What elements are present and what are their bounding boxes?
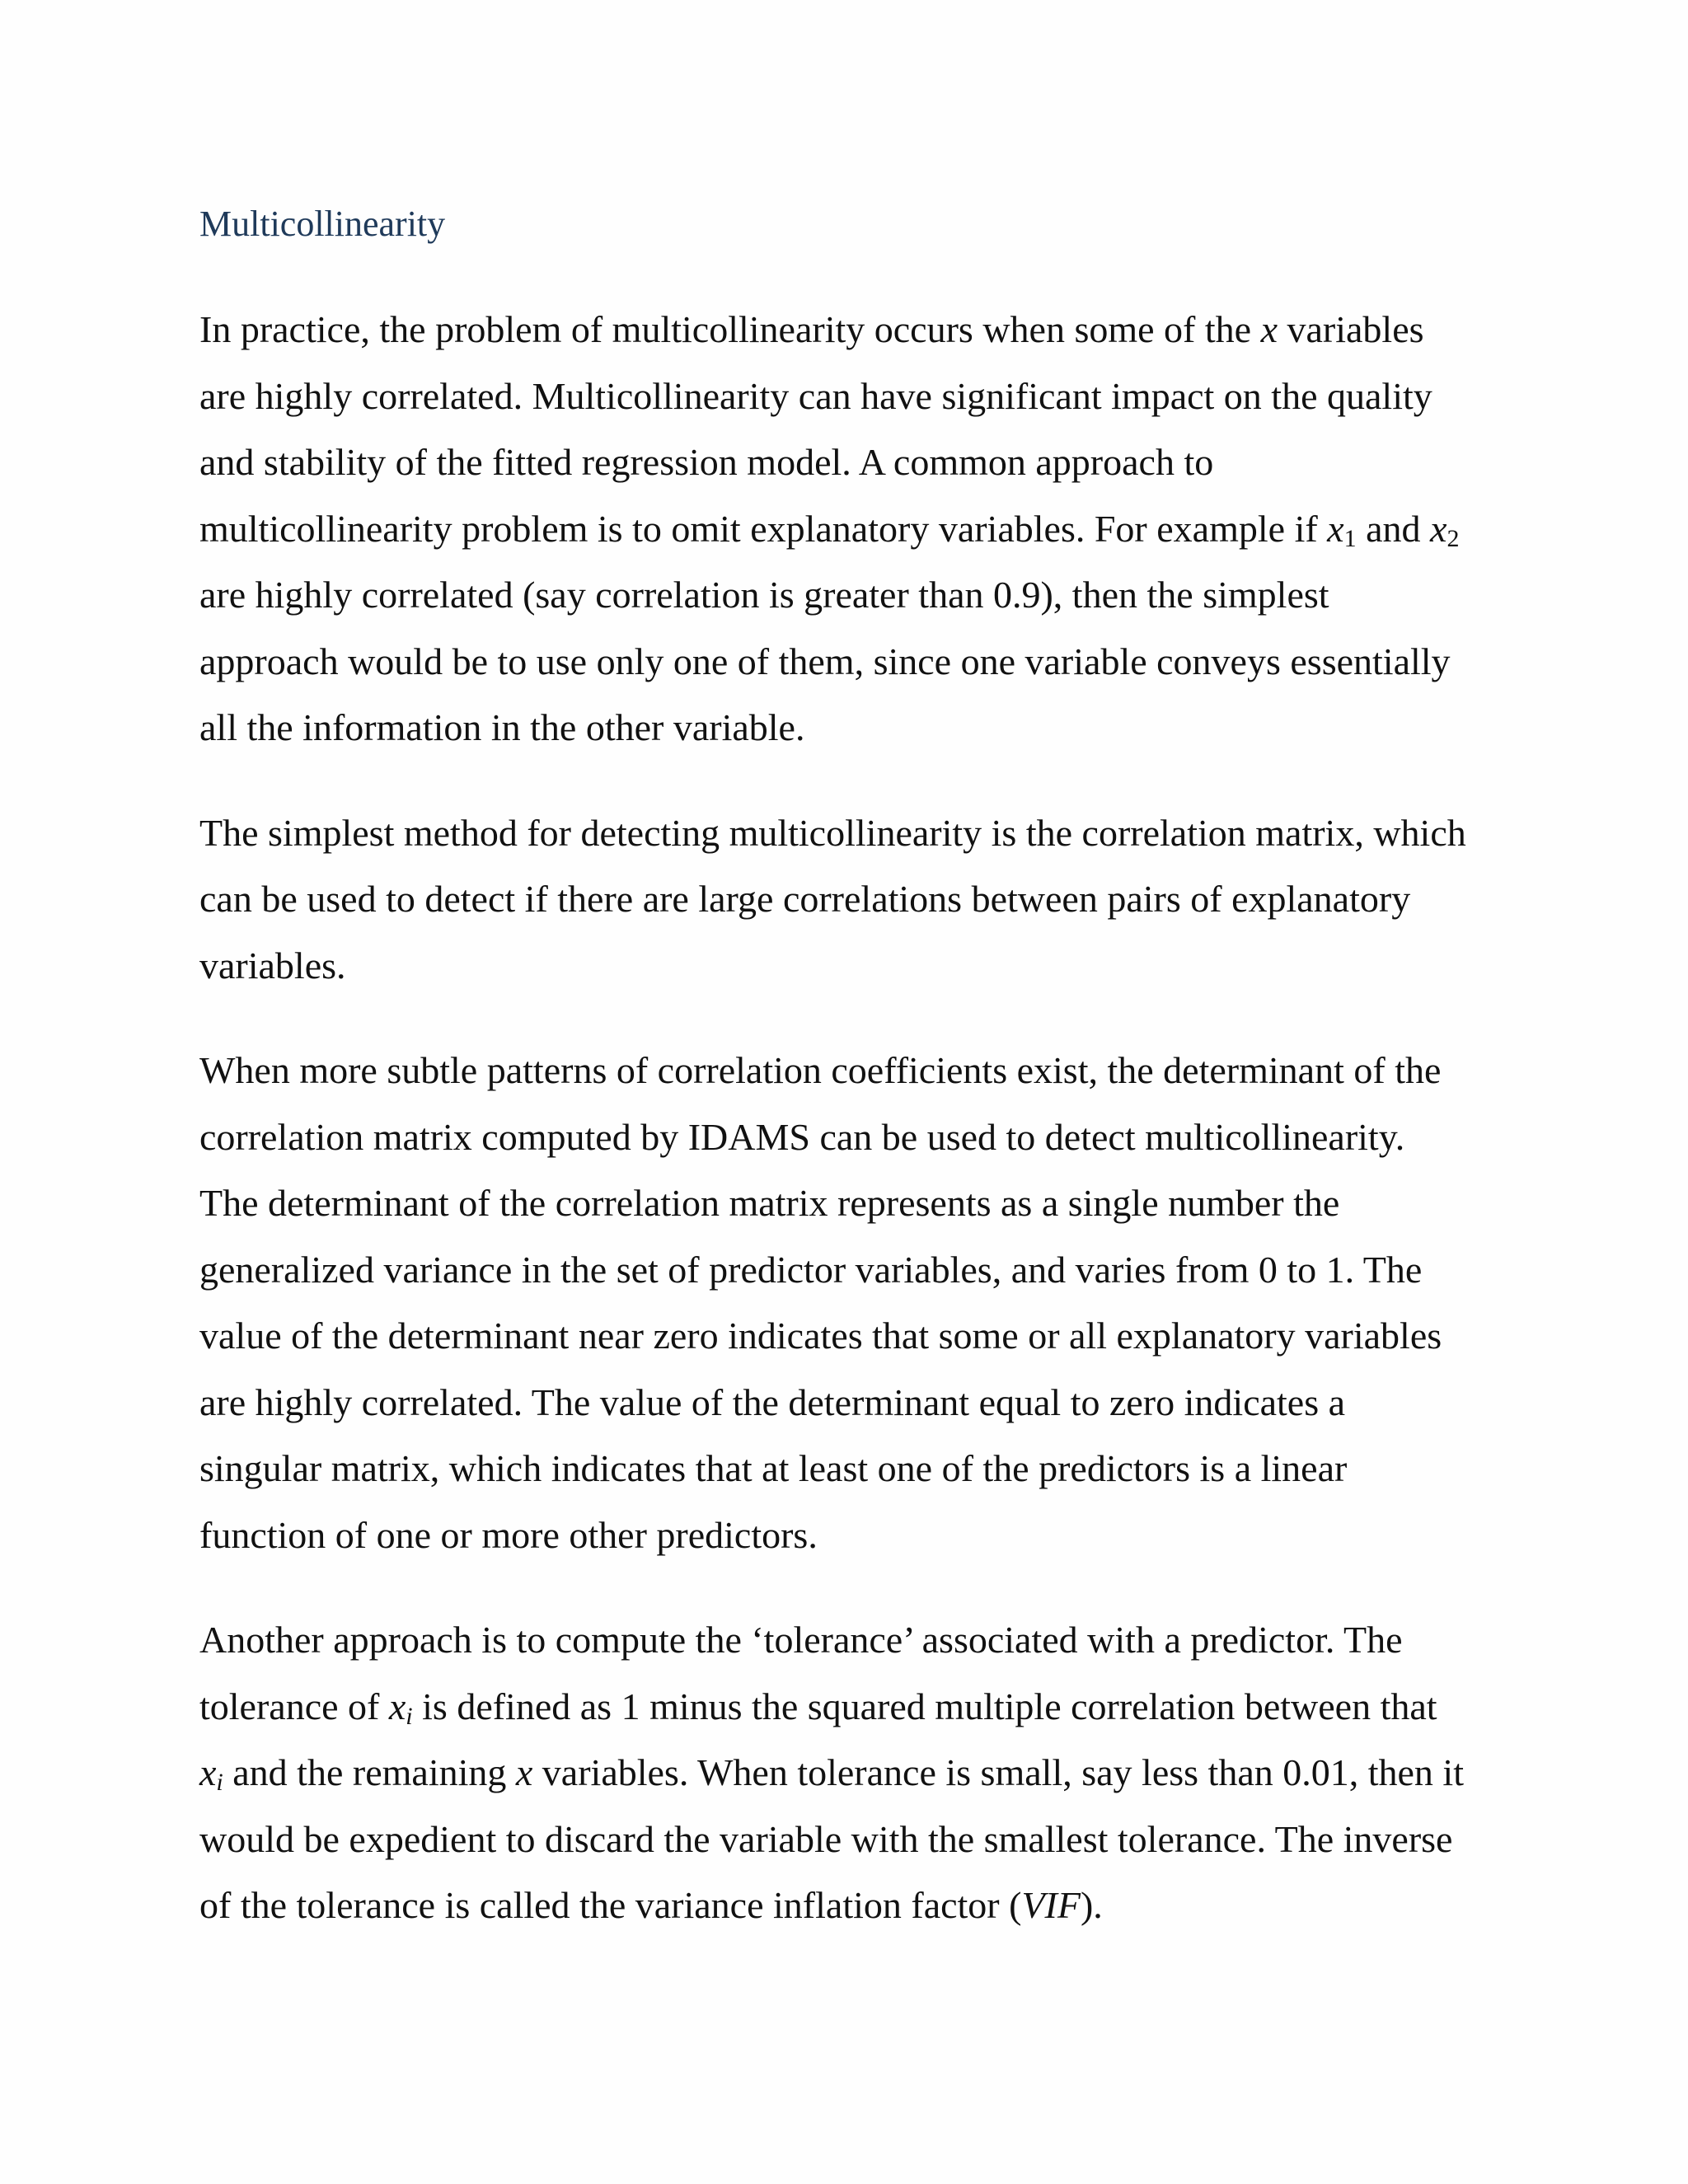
- paragraph-line: [199, 1674, 1518, 1741]
- math-variable: VIF: [1021, 1884, 1081, 1926]
- paragraph-3: [199, 1038, 1518, 1568]
- paragraph-line: all the information in the other variable.: [199, 706, 805, 748]
- section-heading: Multicollinearity: [199, 204, 446, 244]
- text-run: and the remaining: [223, 1751, 516, 1793]
- math-variable: x: [1327, 507, 1344, 550]
- paragraph-2: [199, 800, 1518, 1000]
- text-run: variables: [1278, 308, 1424, 350]
- paragraph-line: [199, 496, 1518, 563]
- paragraph-line: [199, 1872, 1518, 1939]
- math-variable: x: [199, 1751, 217, 1793]
- text-run: In practice, the problem of multicollinearity occurs when some of the: [199, 308, 1261, 350]
- text-run: and: [1356, 507, 1431, 550]
- paragraph-line: When more subtle patterns of correlation coefficients exist, the determinant of the: [199, 1049, 1442, 1091]
- text-run: variables. When tolerance is small, say less than 0.01, then it: [532, 1751, 1464, 1793]
- paragraph-line: approach would be to use only one of them, since one variable conveys essentially: [199, 640, 1451, 682]
- paragraph-line: The simplest method for detecting multicollinearity is the correlation matrix, which: [199, 811, 1466, 854]
- paragraph-line: can be used to detect if there are large correlations between pairs of explanatory: [199, 878, 1411, 920]
- paragraph-line: singular matrix, which indicates that at least one of the predictors is a linear: [199, 1447, 1348, 1489]
- math-variable: x: [388, 1685, 406, 1727]
- paragraph-line: value of the determinant near zero indicates that some or all explanatory variables: [199, 1315, 1442, 1357]
- paragraph-line: [199, 297, 1518, 363]
- text-run: is defined as 1 minus the squared multiple correlation between that: [412, 1685, 1437, 1727]
- document-body: [199, 191, 1518, 1978]
- math-subscript: 2: [1447, 524, 1460, 552]
- paragraph-line: variables.: [199, 944, 346, 987]
- paragraph-line: would be expedient to discard the variable with the smallest tolerance. The inverse: [199, 1817, 1453, 1860]
- paragraph-line: are highly correlated. The value of the determinant equal to zero indicates a: [199, 1380, 1346, 1423]
- math-subscript: 1: [1343, 524, 1357, 552]
- paragraph-line: The determinant of the correlation matrix represents as a single number the: [199, 1182, 1340, 1224]
- paragraph-line: are highly correlated. Multicollinearity can have significant impact on the quality: [199, 374, 1432, 417]
- math-variable: x: [515, 1751, 533, 1793]
- paragraph-line: function of one or more other predictors.: [199, 1513, 818, 1556]
- paragraph-line: Another approach is to compute the ‘tolerance’ associated with a predictor. The: [199, 1619, 1403, 1661]
- math-variable: x: [1430, 507, 1447, 550]
- math-subscript: i: [216, 1769, 223, 1796]
- paragraph-4: [199, 1607, 1518, 1939]
- paragraph-line: and stability of the fitted regression model. A common approach to: [199, 441, 1214, 483]
- paragraph-line: are highly correlated (say correlation is greater than 0.9), then the simplest: [199, 574, 1329, 616]
- text-run: tolerance of: [199, 1685, 389, 1727]
- math-variable: x: [1260, 308, 1278, 350]
- paragraph-1: [199, 297, 1518, 762]
- paragraph-line: correlation matrix computed by IDAMS can be used to detect multicollinearity.: [199, 1115, 1405, 1158]
- text-run: multicollinearity problem is to omit explanatory variables. For example if: [199, 507, 1328, 550]
- text-run: of the tolerance is called the variance inflation factor (: [199, 1884, 1022, 1926]
- text-run: ).: [1080, 1884, 1103, 1926]
- paragraph-line: generalized variance in the set of predictor variables, and varies from 0 to 1. The: [199, 1248, 1423, 1291]
- paragraph-line: [199, 1740, 1518, 1807]
- math-subscript: i: [406, 1702, 413, 1730]
